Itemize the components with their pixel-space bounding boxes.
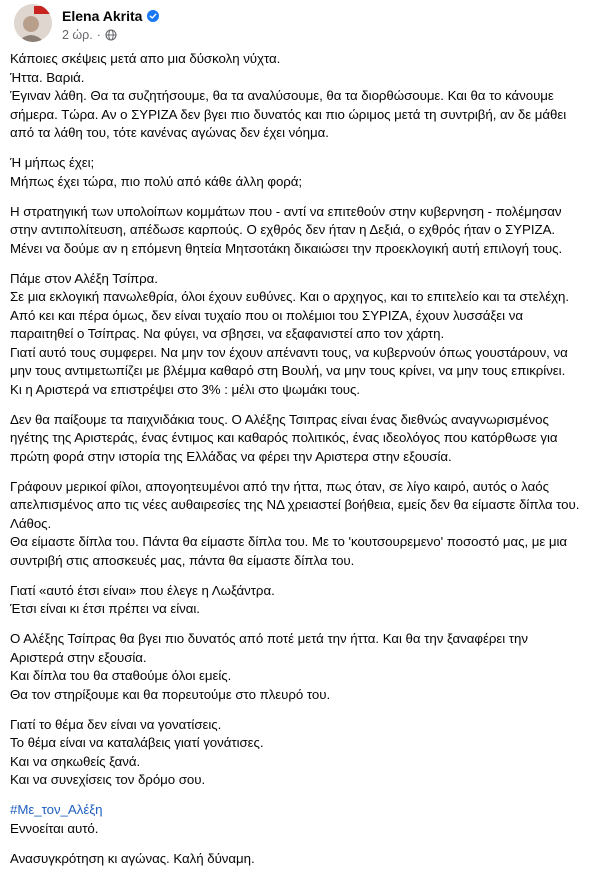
post-paragraph — [10, 582, 595, 619]
post-text-line: Κι η Αριστερά να επιστρέψει στο 3% : μέλι στο ψωμάκι τους. — [10, 381, 361, 397]
post-text-line: Μένει να δούμε αν η επόμενη θητεία Μητσοτάκη δικαιώσει την προεκλογική αυτή επιλογή τους. — [10, 240, 563, 256]
post-text-line: πρώτη φορά στην ιστορία της Ελλάδας να φέρει την Αριστερα στην εξουσία. — [10, 448, 452, 464]
post-text-line: Λάθος. — [10, 515, 52, 531]
post-text-line: παραιτηθεί ο Τσίπρας. Να φύγει, να σβησει, να εξαφανιστεί απο τον χάρτη. — [10, 326, 445, 341]
post-text-line: Μήπως έχει τώρα, πιο πολύ από κάθε άλλη φορά; — [10, 173, 303, 189]
post-paragraph — [10, 716, 595, 790]
post-text-line: Ανασυγκρότηση κι αγώνας. Καλή δύναμη. — [10, 850, 255, 866]
post-text-line: Γράφουν μερικοί φίλοι, απογοητευμένοι από την ήττα, πως όταν, σε λίγο καιρό, αυτός ο λαός — [10, 478, 549, 494]
avatar-image — [14, 4, 52, 42]
separator-dot: · — [96, 28, 101, 42]
post-text-line: Θα είμαστε δίπλα του. Πάντα θα είμαστε δίπλα του. Με το 'κουτσουρεμενο' ποσοστό μας, με μια — [10, 534, 568, 549]
post-text-line: Εννοείται αυτό. — [10, 820, 99, 836]
post-time[interactable]: 2 ώρ. — [62, 28, 93, 42]
post-text-line: μην τους αντιμετωπίζει με βλέμμα καθαρό στη Βουλή, να μην τους κρίνει, να μην τους επικρίνει. — [10, 363, 566, 378]
post-paragraph — [10, 478, 595, 571]
post-text-line: απελπισμένος απο τις νέες αυθαιρεσίες της ΝΔ χρειαστεί βοήθεια, εμείς δεν θα είμαστε δίπλα του. — [10, 497, 580, 512]
post-text-line: Έγιναν λάθη. Θα τα συζητήσουμε, θα τα αναλύσουμε, θα τα διορθώσουμε. Και θα το κάνουμε — [10, 88, 554, 103]
post-text-line: Ο Αλέξης Τσίπρας θα βγει πιο δυνατός από ποτέ μετά την ήττα. Και θα την ξαναφέρει την — [10, 631, 528, 646]
post-text-line: Θα τον στηρίξουμε και θα πορευτούμε στο πλευρό του. — [10, 686, 331, 702]
post-text-line: από τα λάθη του, τότε κανένας αγώνας δεν έχει νόημα. — [10, 125, 329, 140]
post-text-line: Αριστερά στην εξουσία. — [10, 649, 147, 665]
verified-badge-icon — [147, 10, 159, 22]
post-paragraph — [10, 50, 595, 143]
hashtag-paragraph — [10, 801, 595, 838]
hashtag-link[interactable]: #Με_τον_Αλέξη — [10, 802, 103, 817]
post-text-line: σήμερα. Τώρα. Αν ο ΣΥΡΙΖΑ δεν βγει πιο δυνατός και πιο ώριμος μετά τη συντριβή, αν δε μάθει — [10, 106, 567, 122]
globe-icon — [105, 29, 117, 41]
post-text-line: στην αντιπολίτευση, απέδωσε καρπούς. Ο εχθρός δεν ήταν η Δεξιά, ο εχθρός ήταν ο ΣΥΡΙΖΑ. — [10, 222, 556, 237]
post-text-line: Κάποιες σκέψεις μετά απο μια δύσκολη νύχτα. — [10, 51, 281, 66]
post-body — [10, 50, 595, 880]
post-text-line: Η στρατηγική των υπολοίπων κομμάτων που - αντί να επιτεθούν στην κυβερνηση - πολέμησαν — [10, 203, 562, 219]
post-text-line: Και να συνεχίσεις τον δρόμο σου. — [10, 772, 206, 787]
post-text-line: Γιατί «αυτό έτσι είναι» που έλεγε η Λωξάντρα. — [10, 582, 275, 598]
post-header — [14, 4, 594, 44]
post-text-line: Ή μήπως έχει; — [10, 155, 95, 170]
post-paragraph — [10, 270, 595, 400]
post-text-line: Έτσι είναι κι έτσι πρέπει να είναι. — [10, 601, 200, 616]
post-paragraph — [10, 411, 595, 467]
post-text-line: ηγέτης της Αριστεράς, ένας έντιμος και καθαρός πολιτικός, ένας ιδεολόγος που κατόρθωσε για — [10, 430, 558, 445]
avatar[interactable] — [14, 4, 52, 42]
post-paragraph — [10, 154, 595, 191]
post-text-line: Και δίπλα του θα σταθούμε όλοι εμείς. — [10, 668, 232, 683]
post-text-line: Γιατί το θέμα δεν είναι να γονατίσεις. — [10, 716, 222, 732]
post-text-line: Ήττα. Βαριά. — [10, 69, 85, 85]
post-text-line: Πάμε στον Αλέξη Τσίπρα. — [10, 270, 158, 286]
post-text-line: συντριβή στις αποσκευές μας, πάντα θα είμαστε δίπλα του. — [10, 552, 355, 568]
post-text-line: Σε μια εκλογική πανωλεθρία, όλοι έχουν ευθύνες. Και ο αρχηγος, και το επιτελείο και τα στελέχη. — [10, 289, 570, 304]
author-name[interactable]: Elena Akrita — [62, 8, 143, 24]
post-text-line: Δεν θα παίξουμε τα παιχνιδάκια τους. Ο Αλέξης Τσιπρας είναι ένας διεθνώς αναγνωρισμένος — [10, 411, 549, 427]
post-paragraph — [10, 630, 595, 704]
closing-paragraph — [10, 850, 595, 869]
post-text-line: Από κει και πέρα όμως, δεν είναι τυχαίο που οι πολέμιοι του ΣΥΡΙΖΑ, έχουν λυσσάξει να — [10, 307, 523, 323]
post-text-line: Το θέμα είναι να καταλάβεις γιατί γονάτισες. — [10, 735, 264, 750]
post-paragraph — [10, 203, 595, 259]
post-text-line: Γιατί αυτό τους συμφερει. Να μην τον έχουν απέναντι τους, να κυβερνούν όπως γουστάρουν, να — [10, 344, 568, 360]
post-text-line: Και να σηκωθείς ξανά. — [10, 753, 141, 769]
